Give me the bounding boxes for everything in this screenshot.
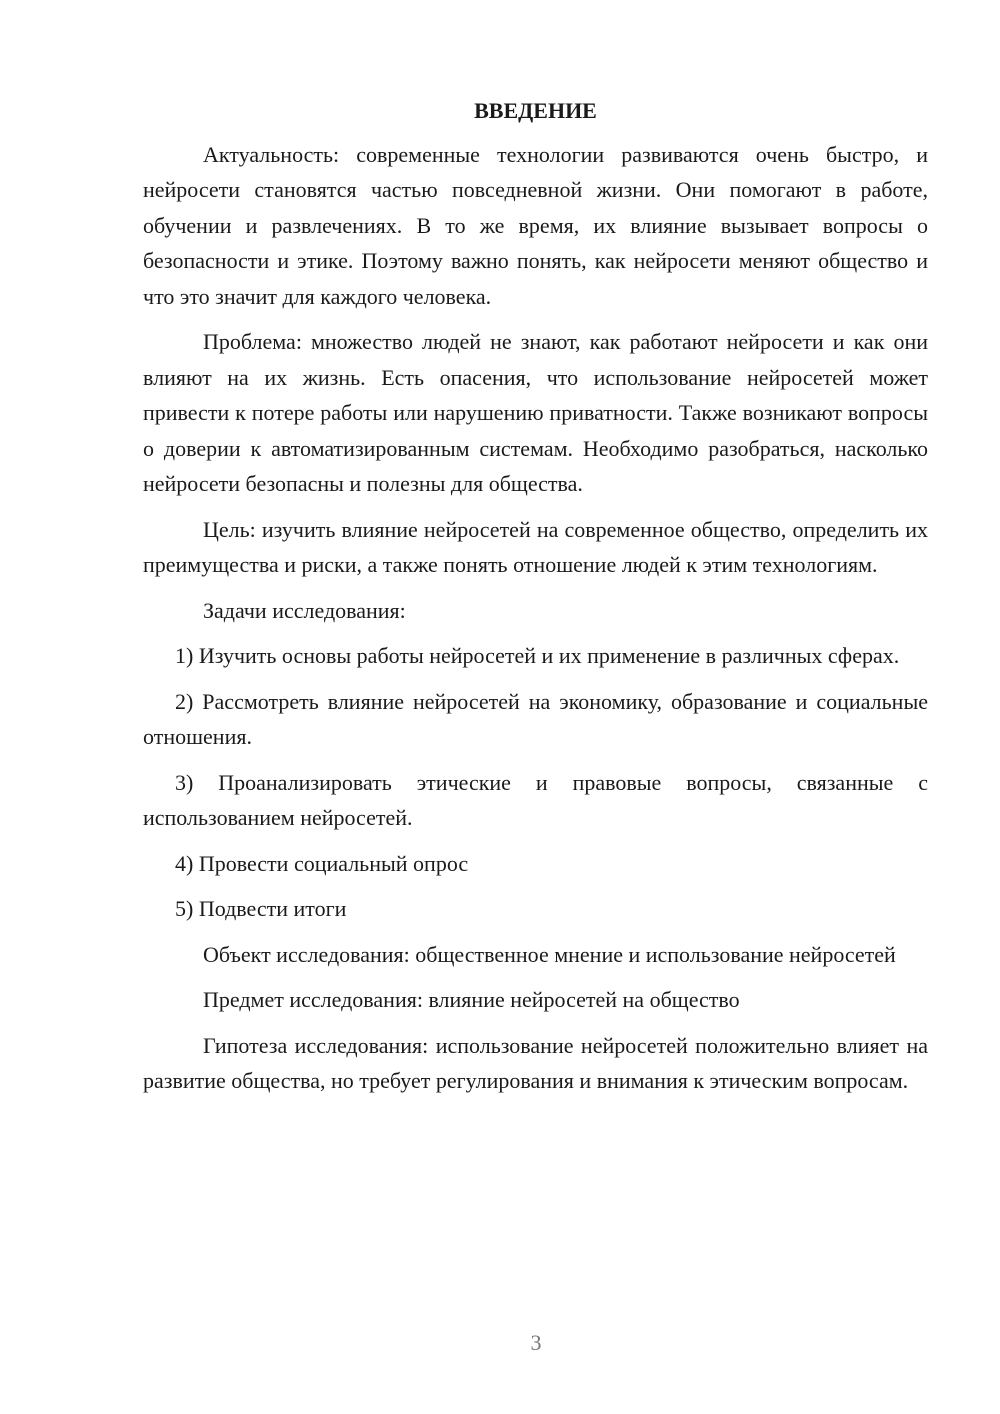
- relevance-paragraph: Актуальность: современные технологии развиваются очень быстро, и нейросети становятся частью повседневной жизни. Они помогают в работе, обучении и развлечениях. В то же время, их влияние вызывает вопросы о безопасности и этике. Поэтому важно понять, как нейросети меняют общество и что это значит для каждого человека.: [143, 141, 928, 309]
- task-item-4: 4) Провести социальный опрос: [175, 850, 469, 876]
- page-heading: ВВЕДЕНИЕ: [474, 98, 597, 123]
- page-content: [143, 93, 928, 1109]
- task-item-3: 3) Проанализировать этические и правовые вопросы, связанные с использованием нейросетей.: [143, 769, 928, 830]
- goal-paragraph: Цель: изучить влияние нейросетей на современное общество, определить их преимущества и риски, а также понять отношение людей к этим технологиям.: [143, 516, 928, 577]
- task-item-2: 2) Рассмотреть влияние нейросетей на экономику, образование и социальные отношения.: [143, 688, 928, 749]
- page-number: 3: [530, 1330, 542, 1355]
- subject-paragraph: Предмет исследования: влияние нейросетей на общество: [203, 987, 740, 1012]
- hypothesis-paragraph: Гипотеза исследования: использование нейросетей положительно влияет на развитие общества, но требует регулирования и внимания к этическим вопросам.: [143, 1032, 928, 1093]
- object-paragraph: Объект исследования: общественное мнение и использование нейросетей: [203, 941, 896, 967]
- problem-paragraph: Проблема: множество людей не знают, как работают нейросети и как они влияют на их жизнь. Есть опасения, что использование нейросетей может привести к потере работы или нарушению приватности. Также возникают вопросы о доверии к автоматизированным системам. Необходимо разобраться, насколько нейросети безопасны и полезны для общества.: [143, 329, 928, 496]
- task-item-5: 5) Подвести итоги: [175, 896, 347, 921]
- tasks-heading: Задачи исследования:: [203, 597, 406, 623]
- task-item-1: 1) Изучить основы работы нейросетей и их применение в различных сферах.: [175, 643, 900, 668]
